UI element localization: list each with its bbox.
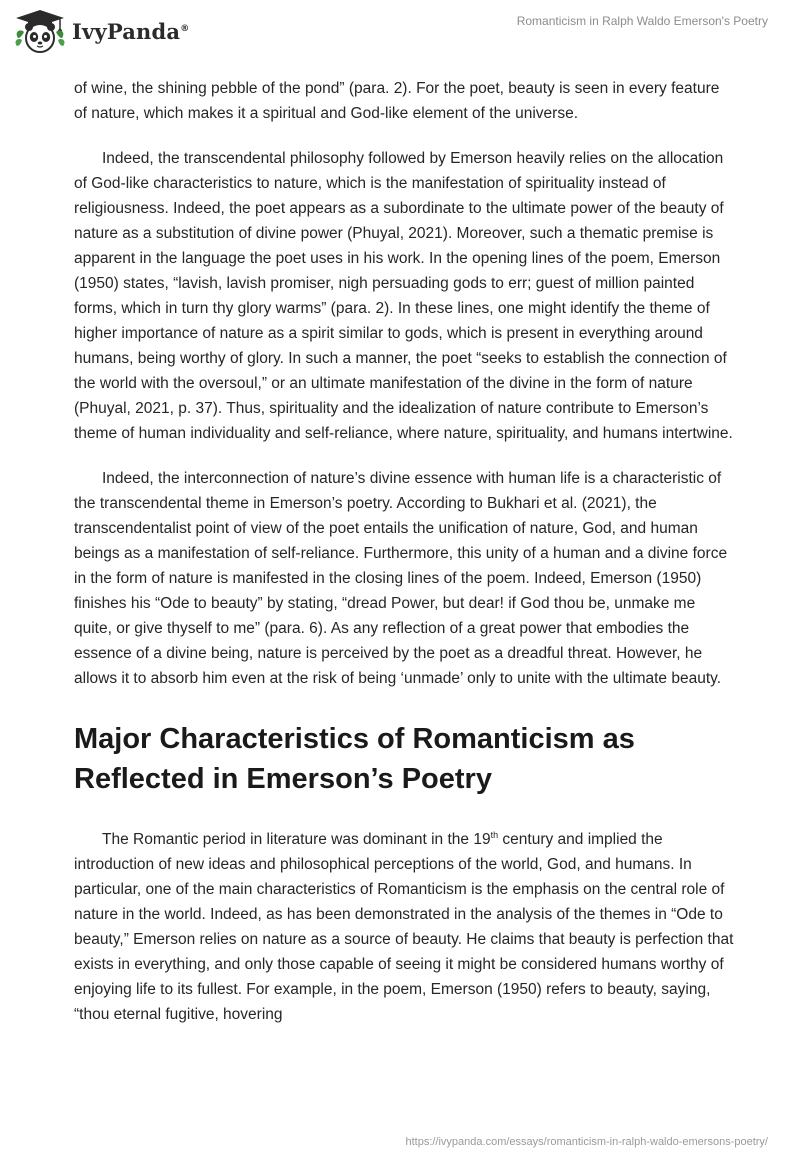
brand-name: IvyPanda® bbox=[72, 18, 190, 44]
superscript-th: th bbox=[490, 829, 499, 840]
paragraph-continuation: of wine, the shining pebble of the pond” (para. 2). For the poet, beauty is seen in every feature of nature, which makes it a spiritual and God-like element of the universe. bbox=[74, 80, 720, 122]
paragraph-interconnection: Indeed, the interconnection of nature’s divine essence with human life is a characteristic of the transcendental theme in Emerson’s poetry. According to Bukhari et al. (2021), the transcendentalist point of view of the poet entails the unification of nature, God, and human beings as a manifestation of self-reliance. Furthermore, this unity of a human and a divine force in the form of nature is manifested in the closing lines of the poem. Indeed, Emerson (1950) finishes his “Ode to beauty” by stating, “dread Power, but dear! if God thou be, unmake me quite, or give thyself to me” (para. 6). As any reflection of a great power that embodies the essence of a divine being, nature is perceived by the poet as a dreadful threat. However, he allows it to absorb him even at the risk of being ‘unmade’ only to unite with the ultimate beauty. bbox=[74, 470, 728, 687]
document-title: Romanticism in Ralph Waldo Emerson's Poetry bbox=[516, 14, 768, 28]
section-heading: Major Characteristics of Romanticism as Reflected in Emerson’s Poetry bbox=[74, 723, 635, 795]
source-url[interactable]: https://ivypanda.com/essays/romanticism-in-ralph-waldo-emersons-poetry/ bbox=[405, 1136, 768, 1148]
paragraph-romantic-period: The Romantic period in literature was dominant in the 19th century and implied the introduction of new ideas and philosophical perceptions of the world, God, and humans. In particular, one of the main characteristics of Romanticism is the emphasis on the central role of nature in the world. Indeed, as has been demonstrated in the analysis of the themes in “Ode to beauty,” Emerson relies on nature as a source of beauty. He claims that beauty is perfection that exists in everything, and only those capable of seeing it might be considered humans worthy of enjoying life to its fullest. For example, in the poem, Emerson (1950) refers to beauty, saying, “thou eternal fugitive, hovering bbox=[74, 829, 734, 1023]
page-header bbox=[0, 0, 800, 70]
paragraph-transcendental: Indeed, the transcendental philosophy followed by Emerson heavily relies on the allocation of God-like characteristics to nature, which is the manifestation of spirituality instead of religiousness. Indeed, the poet appears as a subordinate to the ultimate power of the beauty of nature as a substitution of divine power (Phuyal, 2021). Moreover, such a thematic premise is apparent in the language the poet uses in his work. In the opening lines of the poem, Emerson (1950) states, “lavish, lavish promiser, nigh persuading gods to err; guest of million painted forms, which in turn thy glory warms” (para. 2). In these lines, one might identify the theme of higher importance of nature as a spirit similar to gods, which is present in everything around humans, being worthy of glory. In such a manner, the poet “seeks to establish the connection of the world with the oversoul,” or an ultimate manifestation of the divine in the form of nature (Phuyal, 2021, p. 37). Thus, spirituality and the idealization of nature contribute to Emerson’s theme of human individuality and self-reliance, where nature, spirituality, and humans intertwine. bbox=[74, 150, 733, 442]
ivypanda-logo[interactable] bbox=[14, 8, 189, 54]
essay-body bbox=[74, 70, 734, 1027]
panda-graduate-icon bbox=[14, 8, 66, 54]
registered-mark: ® bbox=[180, 23, 190, 34]
